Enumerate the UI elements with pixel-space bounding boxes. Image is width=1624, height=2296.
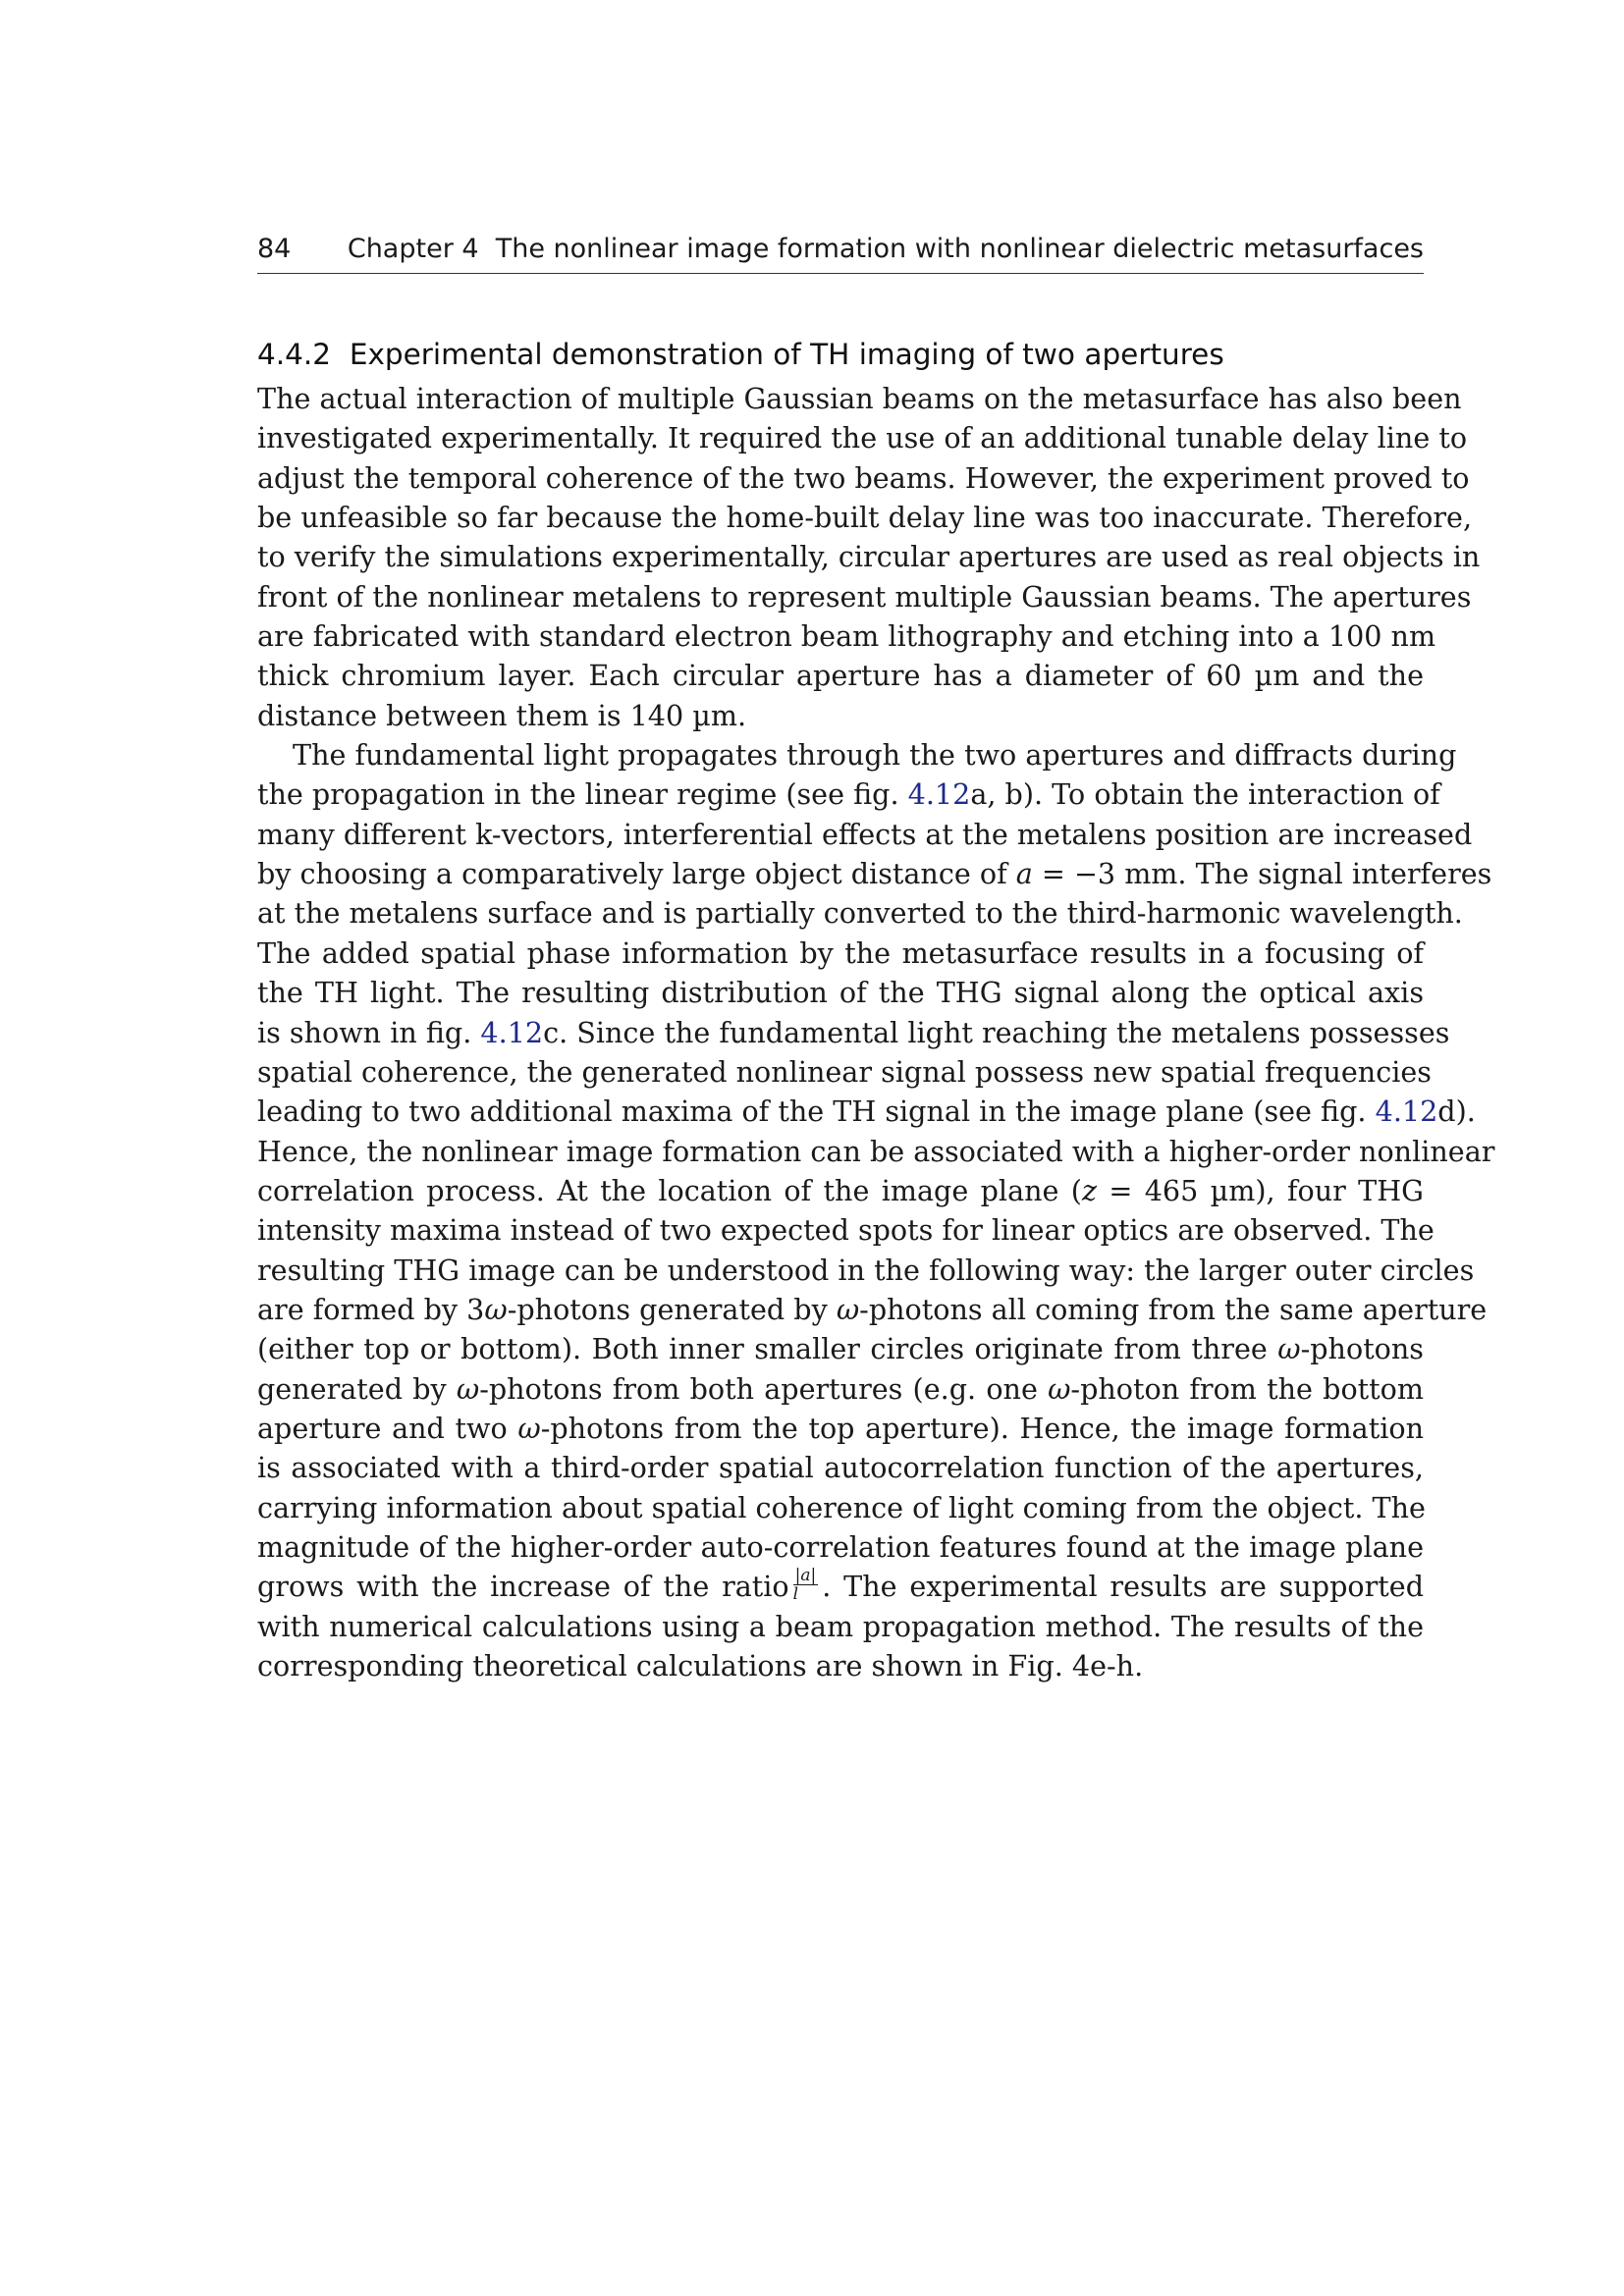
text-line: resulting THG image can be understood in the following way: the larger outer circles [257, 1253, 1475, 1287]
text-line: adjust the temporal coherence of the two beams. However, the experiment proved to [257, 460, 1470, 495]
text-line: are fabricated with standard electron beam lithography and etching into a 100 nm [257, 619, 1436, 654]
omega-symbol: ω [1277, 1332, 1301, 1366]
text-line: thick chromium layer. Each circular aperture has a diameter of 60 µm and the [257, 659, 1424, 693]
text-line: be unfeasible so far because the home-built delay line was too inaccurate. Therefore, [257, 501, 1473, 535]
text-line: the TH light. The resulting distribution of the THG signal along the optical axis [257, 976, 1424, 1010]
omega-symbol: ω [1048, 1371, 1071, 1406]
math-equation: = 465 µm [1097, 1173, 1256, 1207]
text-line: spatial coherence, the generated nonlinear signal possess new spatial frequencies [257, 1054, 1432, 1089]
text-line: magnitude of the higher-order auto-correlation features found at the image plane [257, 1529, 1424, 1564]
text-line: the propagation in the linear regime (see fig. 4.12a, b). To obtain the interaction of [257, 777, 1440, 812]
text-line: many different k-vectors, interferential effects at the metalens position are increased [257, 817, 1473, 851]
text-line: corresponding theoretical calculations are shown in Fig. 4e-h. [257, 1649, 1144, 1682]
text-line: front of the nonlinear metalens to represent multiple Gaussian beams. The apertures [257, 579, 1472, 614]
paragraph-2 [257, 735, 1495, 1685]
text-line: intensity maxima instead of two expected spots for linear optics are observed. The [257, 1213, 1435, 1248]
math-equation: = −3 mm [1032, 857, 1178, 891]
text-line: grows with the increase of the ratio $\frac{|a|}{l}$ . The experimental results are supported [257, 1566, 1424, 1605]
text-line: carrying information about spatial coherence of light coming from the object. The [257, 1490, 1426, 1524]
text-line: with numerical calculations using a beam propagation method. The results of the [257, 1609, 1424, 1643]
text-line: The added spatial phase information by the metasurface results in a focusing of [257, 935, 1424, 970]
figure-ref-link[interactable]: 4.12 [480, 1015, 544, 1049]
omega-symbol: ω [517, 1411, 541, 1445]
figure-ref-link[interactable]: 4.12 [1375, 1095, 1438, 1129]
chapter-name: The nonlinear image formation with nonlinear dielectric metasurfaces [495, 234, 1424, 264]
chapter-label: Chapter 4 [347, 234, 479, 264]
body-text [257, 379, 1495, 1685]
fraction-numerator: |a| [794, 1566, 817, 1586]
section-heading [257, 338, 1224, 371]
text-line: generated by ω-photons from both apertures (e.g. one ω-photon from the bottom [257, 1371, 1424, 1406]
text-line: are formed by 3ω-photons generated by ω-photons all coming from the same aperture [257, 1292, 1488, 1326]
text-line: leading to two additional maxima of the TH signal in the image plane (see fig. 4.12d). [257, 1095, 1476, 1129]
text-line: investigated experimentally. It required the use of an additional tunable delay line to [257, 421, 1468, 455]
text-line: (either top or bottom). Both inner smaller circles originate from three ω-photons [257, 1332, 1424, 1366]
text-line: The actual interaction of multiple Gaussian beams on the metasurface has also been [257, 382, 1462, 415]
running-header [257, 234, 1424, 274]
text-line: to verify the simulations experimentally, circular apertures are used as real objects in [257, 540, 1481, 574]
text-line: at the metalens surface and is partially converted to the third-harmonic wavelength. [257, 896, 1463, 931]
math-variable: z [1081, 1173, 1098, 1207]
math-variable: a [1015, 857, 1033, 891]
text-line: Hence, the nonlinear image formation can be associated with a higher-order nonlinear [257, 1134, 1495, 1168]
omega-symbol: ω [836, 1292, 860, 1326]
ratio-fraction [793, 1567, 819, 1603]
text-line: is associated with a third-order spatial autocorrelation function of the apertures, [257, 1451, 1424, 1485]
text-line: is shown in fig. 4.12c. Since the fundamental light reaching the metalens possesses [257, 1015, 1450, 1049]
section-number: 4.4.2 [257, 338, 332, 371]
text-line: The fundamental light propagates through the two apertures and diffracts during [293, 738, 1457, 773]
text-line: distance between them is 140 µm. [257, 698, 747, 732]
text-line: by choosing a comparatively large object distance of a = −3 mm. The signal interferes [257, 857, 1492, 891]
text-line: aperture and two ω-photons from the top aperture). Hence, the image formation [257, 1411, 1424, 1445]
section-title: Experimental demonstration of TH imaging of two apertures [349, 338, 1224, 371]
chapter-title [348, 234, 1424, 264]
text-line: correlation process. At the location of the image plane (z = 465 µm), four THG [257, 1173, 1425, 1207]
omega-symbol: ω [456, 1371, 480, 1406]
figure-ref-link[interactable]: 4.12 [907, 777, 971, 812]
page-number: 84 [257, 234, 292, 264]
fraction-denominator: l [792, 1584, 799, 1605]
paragraph-1 [257, 379, 1481, 735]
omega-symbol: ω [484, 1292, 508, 1326]
